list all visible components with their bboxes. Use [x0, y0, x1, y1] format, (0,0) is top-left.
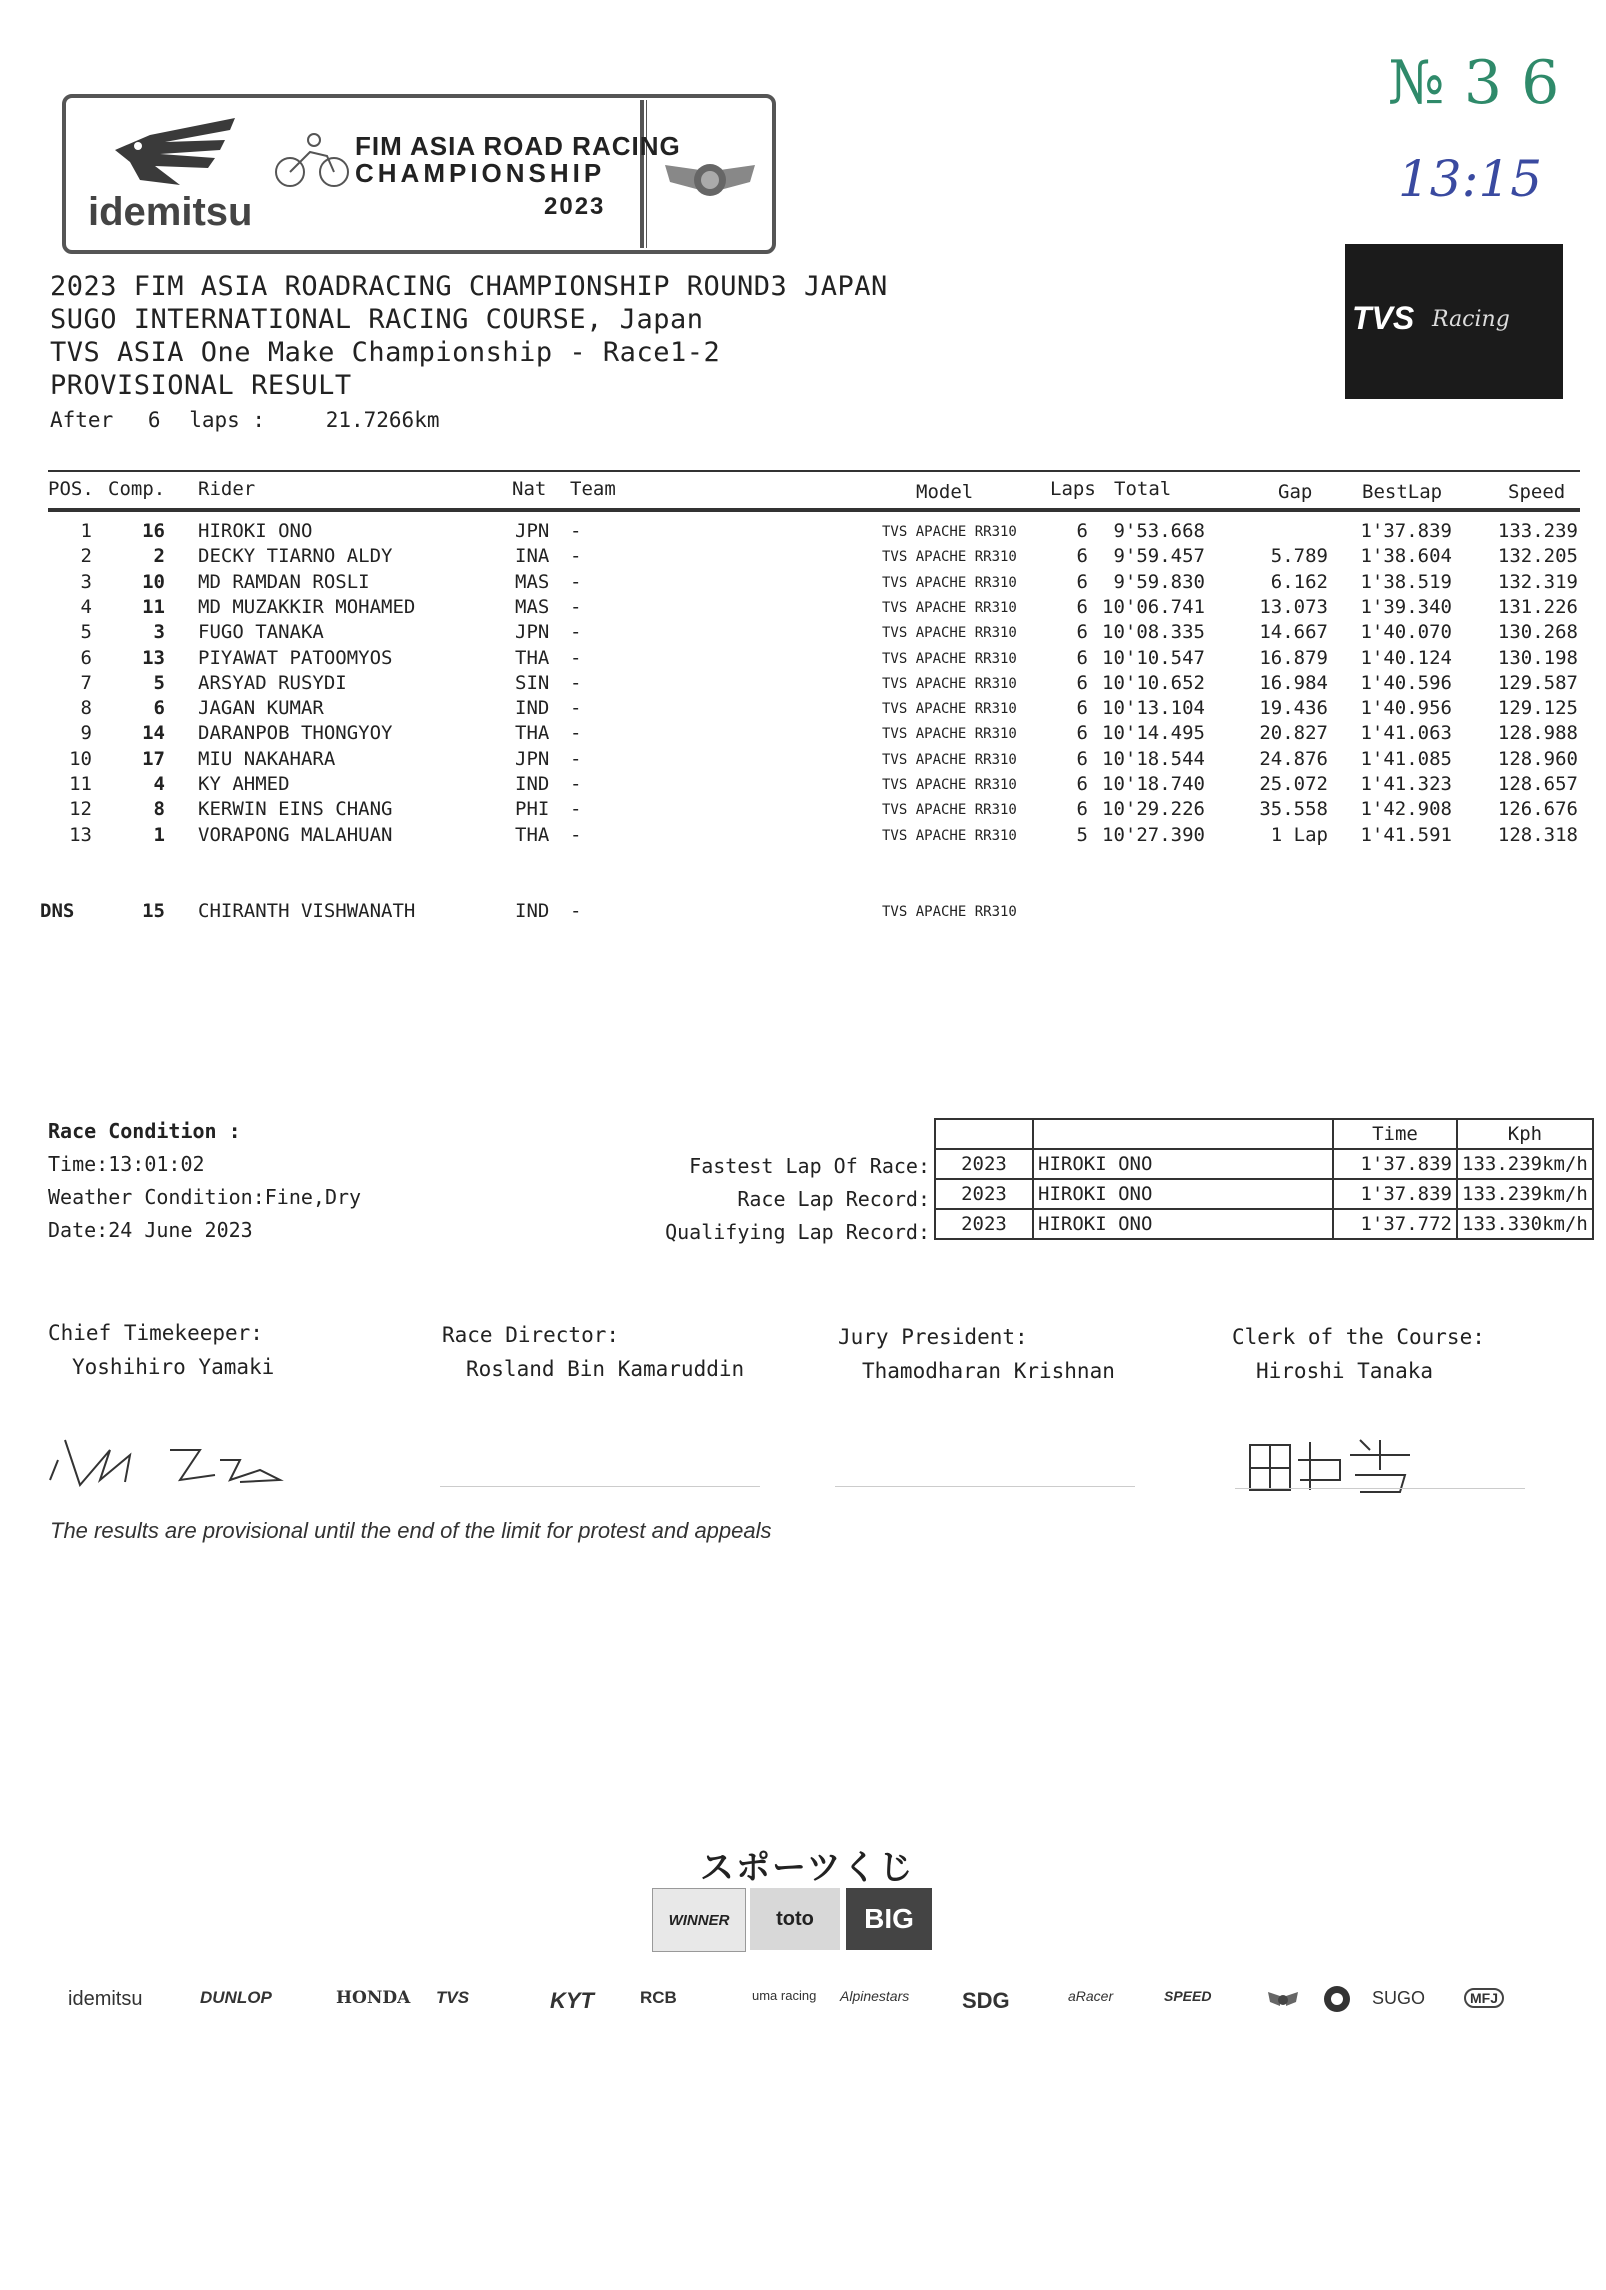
table-row — [0, 748, 1606, 774]
after-label: After — [50, 408, 114, 432]
col-header-comp: Comp. — [108, 478, 166, 500]
record-kph: 133.239km/h — [1457, 1179, 1593, 1209]
cell-laps: 6 — [1076, 773, 1088, 795]
record-labels — [600, 1150, 930, 1249]
series-year: 2023 — [544, 193, 606, 220]
cell-laps: 6 — [1076, 570, 1088, 593]
cell-model: TVS APACHE RR310 — [882, 777, 1017, 793]
cell-nat: MAS — [515, 595, 550, 618]
cell-rider: DARANPOB THONGYOY — [198, 722, 393, 745]
cell-pos: 6 — [80, 646, 92, 669]
cell-laps: 6 — [1076, 621, 1088, 644]
cell-model: TVS APACHE RR310 — [882, 827, 1017, 844]
cell-num: 10 — [142, 570, 165, 593]
cell-team: - — [570, 722, 582, 745]
cell-best: 1'41.085 — [1360, 747, 1452, 770]
dns-model: TVS APACHE RR310 — [882, 904, 1017, 920]
table-row — [0, 621, 1606, 647]
cell-speed: 128.988 — [1497, 722, 1578, 745]
cell-num: 6 — [153, 697, 165, 720]
cell-laps: 6 — [1076, 722, 1088, 745]
sponsor-speed: SPEED — [1164, 1988, 1212, 2004]
cell-gap: 1 Lap — [1270, 823, 1328, 846]
laps-label: laps : — [189, 408, 266, 432]
dns-team: - — [570, 900, 582, 922]
cell-best: 1'40.070 — [1360, 621, 1452, 644]
col-header-team: Team — [570, 478, 616, 500]
cell-model: TVS APACHE RR310 — [882, 599, 1017, 616]
cell-team: - — [570, 798, 582, 821]
table-row — [0, 596, 1606, 622]
cell-pos: 5 — [80, 621, 92, 644]
cell-team: - — [570, 595, 582, 618]
table-row — [0, 773, 1606, 799]
cell-gap: 5.789 — [1270, 545, 1328, 568]
cell-speed: 133.239 — [1497, 520, 1578, 542]
record-time: 1'37.772 — [1333, 1209, 1457, 1239]
cell-total: 10'14.495 — [1102, 722, 1205, 745]
idemitsu-wordmark: idemitsu — [88, 190, 253, 234]
sports-lottery-title: スポーツくじ — [700, 1849, 915, 1887]
provisional-note: The results are provisional until the end of the limit for protest and appeals — [50, 1518, 772, 1543]
col-header-total: Total — [1114, 478, 1172, 500]
series-logo-line1: FIM ASIA ROAD RACING — [355, 131, 681, 161]
cell-num: 17 — [142, 747, 165, 770]
cell-best: 1'41.063 — [1360, 722, 1452, 745]
cell-gap: 24.876 — [1259, 747, 1328, 770]
sponsor-rcb: RCB — [640, 1988, 677, 2007]
series-logo-line2: CHAMPIONSHIP — [355, 158, 606, 188]
official-race-director — [442, 1318, 744, 1386]
col-header-bestlap: BestLap — [1362, 481, 1443, 503]
cell-model: TVS APACHE RR310 — [882, 675, 1017, 692]
official-name: Hiroshi Tanaka — [1256, 1359, 1434, 1383]
cell-pos: 4 — [80, 595, 92, 618]
record-label: Fastest Lap Of Race: — [689, 1154, 930, 1178]
cell-num: 4 — [153, 773, 165, 795]
records-header-time: Time — [1333, 1119, 1457, 1149]
cell-total: 10'06.741 — [1102, 595, 1205, 618]
sponsor-aracer: aRacer — [1068, 1988, 1114, 2004]
official-name: Yoshihiro Yamaki — [72, 1355, 275, 1379]
col-header-laps: Laps — [1050, 478, 1096, 500]
cell-pos: 10 — [69, 747, 92, 770]
cell-rider: KY AHMED — [198, 773, 290, 795]
cell-pos: 1 — [80, 520, 92, 542]
cell-nat: THA — [515, 722, 550, 745]
cell-speed: 129.587 — [1497, 671, 1578, 694]
cell-total: 9'53.668 — [1113, 520, 1205, 542]
records-header-blank — [1033, 1119, 1333, 1149]
dns-row — [0, 900, 1606, 926]
event-title — [50, 270, 888, 402]
cell-best: 1'40.596 — [1360, 671, 1452, 694]
big-logo: BIG — [846, 1888, 932, 1950]
cell-team: - — [570, 621, 582, 644]
cell-best: 1'38.604 — [1360, 545, 1452, 568]
cell-nat: PHI — [515, 798, 550, 821]
cell-best: 1'37.839 — [1360, 520, 1452, 542]
cell-best: 1'38.519 — [1360, 570, 1452, 593]
cell-speed: 131.226 — [1497, 595, 1578, 618]
cell-team: - — [570, 773, 582, 795]
cell-model: TVS APACHE RR310 — [882, 751, 1017, 768]
record-time: 1'37.839 — [1333, 1179, 1457, 1209]
sponsor-dunlop: DUNLOP — [200, 1988, 272, 2007]
cell-nat: INA — [515, 545, 550, 568]
cell-num: 3 — [153, 621, 165, 644]
cell-speed: 128.657 — [1497, 773, 1578, 795]
dns-label: DNS — [40, 900, 75, 922]
cell-laps: 6 — [1076, 545, 1088, 568]
fim-badge-icon — [1322, 1984, 1352, 2014]
cell-team: - — [570, 545, 582, 568]
cell-rider: PIYAWAT PATOOMYOS — [198, 646, 393, 669]
cell-nat: JPN — [515, 747, 550, 770]
cell-model: TVS APACHE RR310 — [882, 726, 1017, 743]
sponsor-idemitsu: idemitsu — [68, 1988, 143, 2010]
cell-nat: SIN — [515, 671, 550, 694]
table-header-rule — [48, 508, 1580, 512]
col-header-rider: Rider — [198, 478, 256, 500]
event-line3: TVS ASIA One Make Championship - Race1-2 — [50, 337, 721, 368]
record-kph: 133.330km/h — [1457, 1209, 1593, 1239]
cell-laps: 6 — [1076, 646, 1088, 669]
official-role: Race Director: — [442, 1323, 620, 1347]
table-row — [0, 722, 1606, 748]
cell-team: - — [570, 671, 582, 694]
cell-nat: THA — [515, 646, 550, 669]
cell-gap: 35.558 — [1259, 798, 1328, 821]
sponsor-alpinestars: Alpinestars — [840, 1988, 910, 2004]
cell-gap: 14.667 — [1259, 621, 1328, 644]
cell-gap: 16.879 — [1259, 646, 1328, 669]
cell-team: - — [570, 823, 582, 846]
cell-nat: IND — [515, 697, 550, 720]
record-year: 2023 — [935, 1149, 1033, 1179]
stamp-number: № 3 6 — [1388, 48, 1560, 118]
official-clerk-of-course — [1232, 1320, 1485, 1388]
cell-num: 14 — [142, 722, 165, 745]
record-year: 2023 — [935, 1179, 1033, 1209]
race-time: Time:13:01:02 — [48, 1152, 205, 1176]
cell-num: 5 — [153, 671, 165, 694]
cell-num: 2 — [153, 545, 165, 568]
cell-num: 11 — [142, 595, 165, 618]
toto-logo: toto — [750, 1888, 840, 1950]
cell-speed: 126.676 — [1497, 798, 1578, 821]
cell-gap: 6.162 — [1270, 570, 1328, 593]
table-row — [0, 520, 1606, 546]
cell-total: 10'29.226 — [1102, 798, 1205, 821]
cell-speed: 130.268 — [1497, 621, 1578, 644]
winner-logo: WINNER — [652, 1888, 746, 1952]
signature-line — [835, 1486, 1135, 1487]
cell-team: - — [570, 697, 582, 720]
race-condition-title: Race Condition : — [48, 1119, 241, 1143]
race-date: Date:24 June 2023 — [48, 1218, 253, 1242]
cell-speed: 130.198 — [1497, 646, 1578, 669]
official-role: Clerk of the Course: — [1232, 1325, 1485, 1349]
cell-gap: 25.072 — [1259, 773, 1328, 795]
cell-total: 10'13.104 — [1102, 697, 1205, 720]
cell-laps: 5 — [1076, 823, 1088, 846]
dns-rider: CHIRANTH VISHWANATH — [198, 900, 416, 922]
cell-speed: 132.319 — [1497, 570, 1578, 593]
cell-total: 10'18.740 — [1102, 773, 1205, 795]
cell-team: - — [570, 646, 582, 669]
official-name: Thamodharan Krishnan — [862, 1359, 1115, 1383]
table-row — [0, 824, 1606, 850]
wing-emblem-icon — [1266, 1986, 1300, 2012]
signature-line — [440, 1486, 760, 1487]
official-role: Jury President: — [838, 1325, 1028, 1349]
record-row — [935, 1209, 1593, 1239]
col-header-gap: Gap — [1278, 481, 1313, 503]
sponsor-mfj: MFJ — [1464, 1988, 1504, 2008]
sponsor-uma-racing: uma racing — [752, 1988, 817, 2003]
cell-gap: 16.984 — [1259, 671, 1328, 694]
race-distance: 21.7266km — [325, 408, 440, 432]
cell-pos: 8 — [80, 697, 92, 720]
sponsor-kyt: KYT — [550, 1988, 594, 2013]
table-top-rule — [48, 470, 1580, 472]
cell-nat: JPN — [515, 621, 550, 644]
official-role: Chief Timekeeper: — [48, 1321, 263, 1345]
table-row — [0, 571, 1606, 597]
cell-rider: MD RAMDAN ROSLI — [198, 570, 370, 593]
sponsor-honda: HONDA — [336, 1988, 411, 2008]
cell-team: - — [570, 570, 582, 593]
cell-model: TVS APACHE RR310 — [882, 549, 1017, 566]
record-row — [935, 1179, 1593, 1209]
cell-rider: MIU NAKAHARA — [198, 747, 336, 770]
cell-rider: VORAPONG MALAHUAN — [198, 823, 393, 846]
cell-best: 1'41.591 — [1360, 823, 1452, 846]
cell-rider: KERWIN EINS CHANG — [198, 798, 393, 821]
record-rider: HIROKI ONO — [1033, 1149, 1333, 1179]
record-time: 1'37.839 — [1333, 1149, 1457, 1179]
cell-nat: MAS — [515, 570, 550, 593]
cell-pos: 12 — [69, 798, 92, 821]
col-header-nat: Nat — [512, 478, 547, 500]
record-year: 2023 — [935, 1209, 1033, 1239]
cell-pos: 11 — [69, 773, 92, 795]
cell-laps: 6 — [1076, 697, 1088, 720]
tvs-logo-text: TVS — [1352, 300, 1415, 336]
cell-rider: MD MUZAKKIR MOHAMED — [198, 595, 416, 618]
table-row — [0, 647, 1606, 673]
cell-total: 10'10.547 — [1102, 646, 1205, 669]
official-name: Rosland Bin Kamaruddin — [466, 1357, 745, 1381]
cell-total: 10'10.652 — [1102, 671, 1205, 694]
cell-model: TVS APACHE RR310 — [882, 802, 1017, 819]
cell-model: TVS APACHE RR310 — [882, 701, 1017, 718]
weather-condition: Weather Condition:Fine,Dry — [48, 1185, 362, 1209]
official-jury-president — [838, 1320, 1115, 1388]
cell-total: 10'18.544 — [1102, 747, 1205, 770]
cell-gap: 20.827 — [1259, 722, 1328, 745]
cell-best: 1'42.908 — [1360, 798, 1452, 821]
cell-laps: 6 — [1076, 595, 1088, 618]
cell-model: TVS APACHE RR310 — [882, 524, 1017, 540]
cell-speed: 128.960 — [1497, 747, 1578, 770]
sponsor-tvs: TVS — [436, 1988, 470, 2007]
cell-best: 1'39.340 — [1360, 595, 1452, 618]
cell-model: TVS APACHE RR310 — [882, 650, 1017, 667]
cell-rider: FUGO TANAKA — [198, 621, 324, 644]
cell-laps: 6 — [1076, 671, 1088, 694]
col-header-speed: Speed — [1508, 481, 1566, 503]
cell-num: 8 — [153, 798, 165, 821]
cell-laps: 6 — [1076, 520, 1088, 542]
dns-nat: IND — [515, 900, 550, 922]
records-header-kph: Kph — [1457, 1119, 1593, 1149]
race-condition — [48, 1115, 361, 1247]
tvs-logo-sub: Racing — [1432, 307, 1510, 332]
cell-team: - — [570, 520, 582, 542]
event-line4: PROVISIONAL RESULT — [50, 370, 352, 401]
series-logo-text — [355, 133, 681, 187]
cell-pos: 2 — [80, 545, 92, 568]
cell-total: 9'59.830 — [1113, 570, 1205, 593]
cell-nat: THA — [515, 823, 550, 846]
records-header-blank — [935, 1119, 1033, 1149]
cell-gap: 13.073 — [1259, 595, 1328, 618]
col-header-model: Model — [916, 481, 974, 503]
cell-laps: 6 — [1076, 798, 1088, 821]
after-laps-line — [50, 408, 440, 432]
dns-comp: 15 — [142, 900, 165, 922]
cell-nat: IND — [515, 773, 550, 795]
cell-best: 1'40.956 — [1360, 697, 1452, 720]
cell-num: 13 — [142, 646, 165, 669]
official-chief-timekeeper — [48, 1316, 274, 1384]
record-label: Race Lap Record: — [737, 1187, 930, 1211]
cell-team: - — [570, 747, 582, 770]
cell-speed: 128.318 — [1497, 823, 1578, 846]
cell-num: 16 — [142, 520, 165, 542]
cell-pos: 9 — [80, 722, 92, 745]
record-kph: 133.239km/h — [1457, 1149, 1593, 1179]
table-row — [0, 697, 1606, 723]
stamp-time: 13:15 — [1398, 150, 1543, 208]
event-line1: 2023 FIM ASIA ROADRACING CHAMPIONSHIP ROUND3 JAPAN — [50, 271, 888, 302]
laps-count: 6 — [147, 408, 161, 432]
col-header-pos: POS. — [48, 478, 94, 500]
record-rider: HIROKI ONO — [1033, 1179, 1333, 1209]
cell-pos: 3 — [80, 570, 92, 593]
signature-line — [1235, 1488, 1525, 1489]
cell-total: 10'08.335 — [1102, 621, 1205, 644]
motorcycle-rider-icon — [272, 130, 352, 190]
cell-gap: 19.436 — [1259, 697, 1328, 720]
sponsor-sdg: SDG — [962, 1988, 1010, 2013]
cell-num: 1 — [153, 823, 165, 846]
record-row — [935, 1149, 1593, 1179]
record-rider: HIROKI ONO — [1033, 1209, 1333, 1239]
cell-model: TVS APACHE RR310 — [882, 574, 1017, 591]
records-header-row — [935, 1119, 1593, 1149]
table-row — [0, 798, 1606, 824]
cell-rider: JAGAN KUMAR — [198, 697, 324, 720]
signature-chief-timekeeper — [40, 1420, 360, 1500]
cell-best: 1'40.124 — [1360, 646, 1452, 669]
sponsor-sugo: SUGO — [1372, 1988, 1426, 2008]
cell-model: TVS APACHE RR310 — [882, 625, 1017, 642]
cell-best: 1'41.323 — [1360, 773, 1452, 795]
cell-pos: 7 — [80, 671, 92, 694]
idemitsu-logo-icon — [110, 110, 240, 190]
record-label: Qualifying Lap Record: — [665, 1220, 930, 1244]
cell-total: 9'59.457 — [1113, 545, 1205, 568]
records-table — [934, 1118, 1594, 1240]
cell-nat: JPN — [515, 520, 550, 542]
table-row — [0, 672, 1606, 698]
event-line2: SUGO INTERNATIONAL RACING COURSE, Japan — [50, 304, 704, 335]
cell-total: 10'27.390 — [1102, 823, 1205, 846]
cell-pos: 13 — [69, 823, 92, 846]
table-row — [0, 545, 1606, 571]
cell-speed: 132.205 — [1497, 545, 1578, 568]
cell-laps: 6 — [1076, 747, 1088, 770]
cell-speed: 129.125 — [1497, 697, 1578, 720]
cell-rider: ARSYAD RUSYDI — [198, 671, 347, 694]
fim-asia-emblem-icon — [660, 150, 760, 210]
cell-rider: DECKY TIARNO ALDY — [198, 545, 393, 568]
cell-rider: HIROKI ONO — [198, 520, 313, 542]
